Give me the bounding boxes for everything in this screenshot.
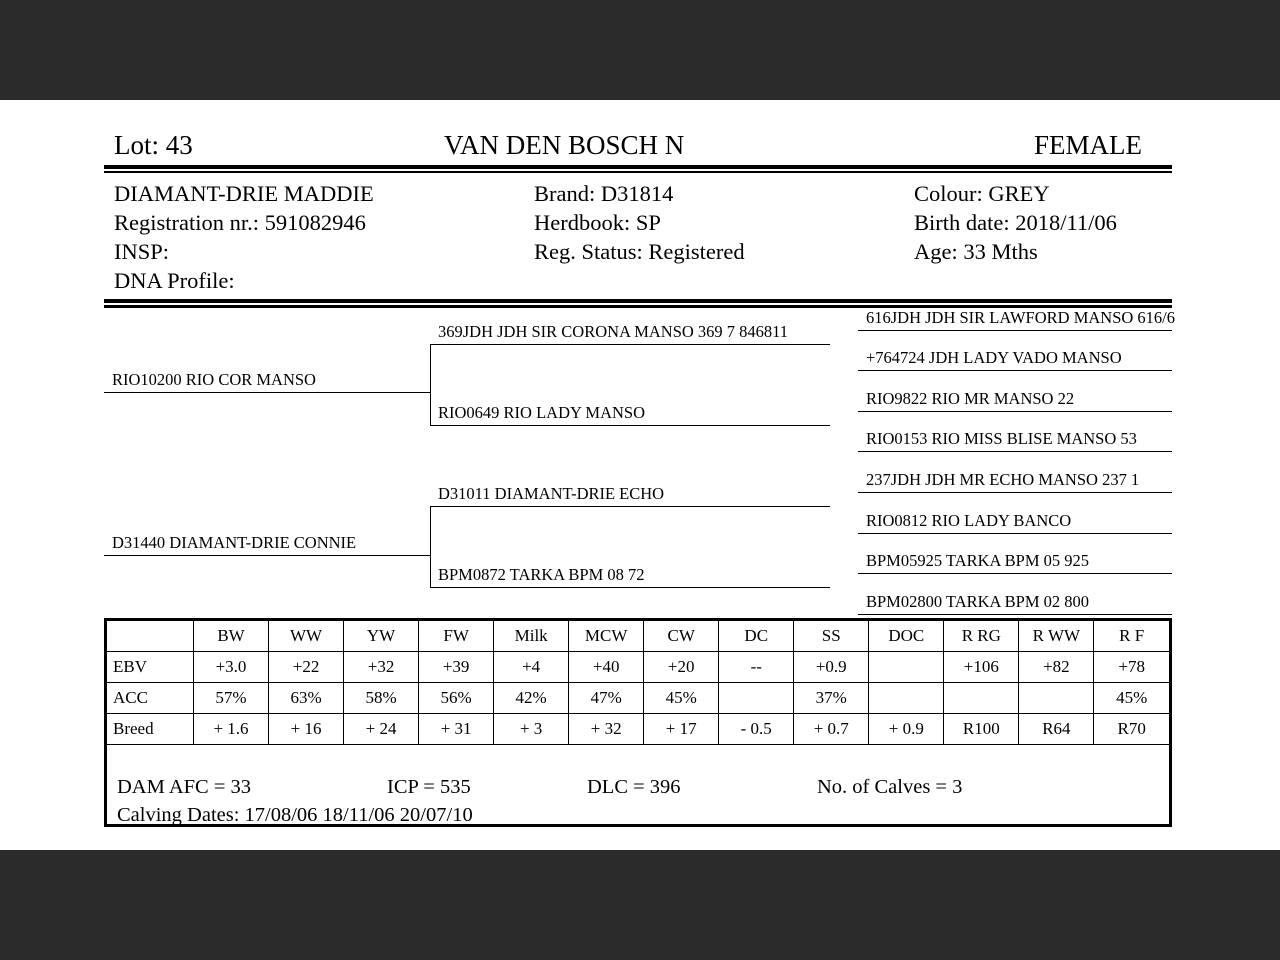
line-gp-1 — [858, 330, 1172, 331]
lot-number: Lot: 43 — [114, 130, 193, 160]
ebv-header-row — [107, 621, 1169, 652]
line-gp-4 — [858, 451, 1172, 452]
ebv-cell — [944, 683, 1019, 714]
pedigree-dam-dam: BPM0872 TARKA BPM 08 72 — [438, 565, 645, 584]
ebv-cell: + 17 — [644, 714, 719, 745]
ebv-cell: +82 — [1019, 652, 1094, 683]
ebv-cell: + 24 — [344, 714, 419, 745]
pedigree-sire-dam: RIO0649 RIO LADY MANSO — [438, 403, 646, 422]
ebv-cell — [1019, 683, 1094, 714]
ebv-header-cell: MCW — [569, 621, 644, 652]
pedigree-sire: RIO10200 RIO COR MANSO — [112, 370, 316, 389]
ebv-cell: +0.9 — [794, 652, 869, 683]
ebv-header-cell: WW — [269, 621, 344, 652]
line-gp-3 — [858, 411, 1172, 412]
registration-field: Registration nr.: 591082946 — [114, 210, 366, 235]
dam-afc-field: DAM AFC = 33 — [117, 776, 252, 798]
ebv-cell: R100 — [944, 714, 1019, 745]
ebv-header-cell: R F — [1094, 621, 1169, 652]
ebv-row-label: ACC — [107, 683, 194, 714]
ebv-cell: 45% — [644, 683, 719, 714]
divider-pedigree — [104, 299, 1172, 308]
ebv-header-cell: YW — [344, 621, 419, 652]
ebv-header-cell: R RG — [944, 621, 1019, 652]
line-dam-bracket — [430, 506, 431, 588]
title-row — [104, 130, 1172, 165]
pedigree-gp-3: RIO9822 RIO MR MANSO 22 — [866, 389, 1075, 408]
breeding-summary-block — [104, 763, 1172, 827]
line-sire-sire — [430, 344, 830, 345]
info-row-4 — [114, 266, 1172, 295]
ebv-cell: +32 — [344, 652, 419, 683]
ebv-cell: + 0.9 — [869, 714, 944, 745]
line-dam-sire — [430, 506, 830, 507]
ebv-header-cell: CW — [644, 621, 719, 652]
ebv-cell: + 31 — [419, 714, 494, 745]
calving-dates-field: Calving Dates: 17/08/06 18/11/06 20/07/10 — [117, 804, 473, 826]
pedigree-gp-7: BPM05925 TARKA BPM 05 925 — [866, 551, 1090, 570]
dna-profile-field: DNA Profile: — [114, 268, 235, 293]
ebv-header-cell: R WW — [1019, 621, 1094, 652]
ebv-cell: +78 — [1094, 652, 1169, 683]
line-gp-6 — [858, 533, 1172, 534]
ebv-header-cell — [107, 621, 194, 652]
ebv-cell: +106 — [944, 652, 1019, 683]
info-row-2 — [114, 208, 1172, 237]
table-gap-strip — [104, 745, 1172, 763]
ebv-row-label: EBV — [107, 652, 194, 683]
ebv-cell: 47% — [569, 683, 644, 714]
pedigree-gp-8: BPM02800 TARKA BPM 02 800 — [866, 592, 1090, 611]
ebv-cell: + 1.6 — [194, 714, 269, 745]
ebv-cell — [719, 683, 794, 714]
divider-top — [104, 165, 1172, 173]
catalogue-page — [0, 100, 1280, 850]
pedigree-gp-1: 616JDH JDH SIR LAWFORD MANSO 616/6 — [866, 308, 1175, 327]
ebv-header-cell: FW — [419, 621, 494, 652]
ebv-cell: - 0.5 — [719, 714, 794, 745]
pedigree-gp-6: RIO0812 RIO LADY BANCO — [866, 511, 1072, 530]
info-row-3 — [114, 237, 1172, 266]
ebv-cell: -- — [719, 652, 794, 683]
summary-row — [117, 773, 1169, 801]
ebv-cell: + 32 — [569, 714, 644, 745]
ebv-cell: 63% — [269, 683, 344, 714]
pedigree-sire-sire: 369JDH JDH SIR CORONA MANSO 369 7 846811 — [438, 322, 789, 341]
ebv-cell: +3.0 — [194, 652, 269, 683]
info-row-1 — [114, 179, 1172, 208]
ebv-cell: 42% — [494, 683, 569, 714]
ebv-cell: 56% — [419, 683, 494, 714]
ebv-header-cell: DC — [719, 621, 794, 652]
herdbook-field: Herdbook: SP — [534, 210, 661, 235]
ebv-cell: +4 — [494, 652, 569, 683]
ebv-table-wrapper — [104, 618, 1172, 745]
pedigree-dam: D31440 DIAMANT-DRIE CONNIE — [112, 533, 357, 552]
ebv-cell: + 16 — [269, 714, 344, 745]
line-dam-dam — [430, 587, 830, 588]
calves-field: No. of Calves = 3 — [817, 776, 963, 798]
line-gp-7 — [858, 573, 1172, 574]
ebv-header-cell: BW — [194, 621, 269, 652]
animal-name: DIAMANT-DRIE MADDIE — [114, 181, 374, 206]
line-dam — [104, 555, 430, 556]
dlc-field: DLC = 396 — [587, 776, 681, 798]
ebv-cell: 37% — [794, 683, 869, 714]
pedigree-chart — [104, 308, 1175, 618]
ebv-cell: 57% — [194, 683, 269, 714]
ebv-header-cell: Milk — [494, 621, 569, 652]
pedigree-gp-4: RIO0153 RIO MISS BLISE MANSO 53 — [866, 429, 1137, 448]
ebv-cell: + 0.7 — [794, 714, 869, 745]
ebv-row-label: Breed — [107, 714, 194, 745]
ebv-cell: +20 — [644, 652, 719, 683]
sex-label: FEMALE — [1034, 130, 1142, 160]
brand-field: Brand: D31814 — [534, 181, 674, 206]
ebv-cell: + 3 — [494, 714, 569, 745]
table-row — [107, 683, 1169, 714]
icp-field: ICP = 535 — [387, 776, 471, 798]
line-gp-8 — [858, 614, 1172, 615]
ebv-cell — [869, 652, 944, 683]
insp-field: INSP: — [114, 239, 170, 264]
reg-status-field: Reg. Status: Registered — [534, 239, 745, 264]
ebv-cell: R70 — [1094, 714, 1169, 745]
age-field: Age: 33 Mths — [914, 239, 1038, 264]
line-gp-2 — [858, 370, 1172, 371]
animal-info-block — [104, 173, 1172, 299]
line-sire-dam — [430, 425, 830, 426]
ebv-cell — [869, 683, 944, 714]
ebv-cell: R64 — [1019, 714, 1094, 745]
pedigree-gp-5: 237JDH JDH MR ECHO MANSO 237 1 — [866, 470, 1140, 489]
breeder-name: VAN DEN BOSCH N — [444, 130, 685, 160]
table-row — [107, 652, 1169, 683]
table-row — [107, 714, 1169, 745]
ebv-header-cell: DOC — [869, 621, 944, 652]
ebv-cell: +40 — [569, 652, 644, 683]
ebv-cell: +22 — [269, 652, 344, 683]
pedigree-gp-2: +764724 JDH LADY VADO MANSO — [866, 348, 1122, 367]
birth-date-field: Birth date: 2018/11/06 — [914, 210, 1117, 235]
ebv-table — [107, 621, 1169, 745]
line-gp-5 — [858, 492, 1172, 493]
ebv-header-cell: SS — [794, 621, 869, 652]
colour-field: Colour: GREY — [914, 181, 1050, 206]
animal-record-sheet — [104, 130, 1175, 827]
line-sire-bracket — [430, 344, 431, 426]
line-sire — [104, 392, 430, 393]
pedigree-dam-sire: D31011 DIAMANT-DRIE ECHO — [438, 484, 665, 503]
ebv-cell: +39 — [419, 652, 494, 683]
ebv-cell: 58% — [344, 683, 419, 714]
ebv-cell: 45% — [1094, 683, 1169, 714]
